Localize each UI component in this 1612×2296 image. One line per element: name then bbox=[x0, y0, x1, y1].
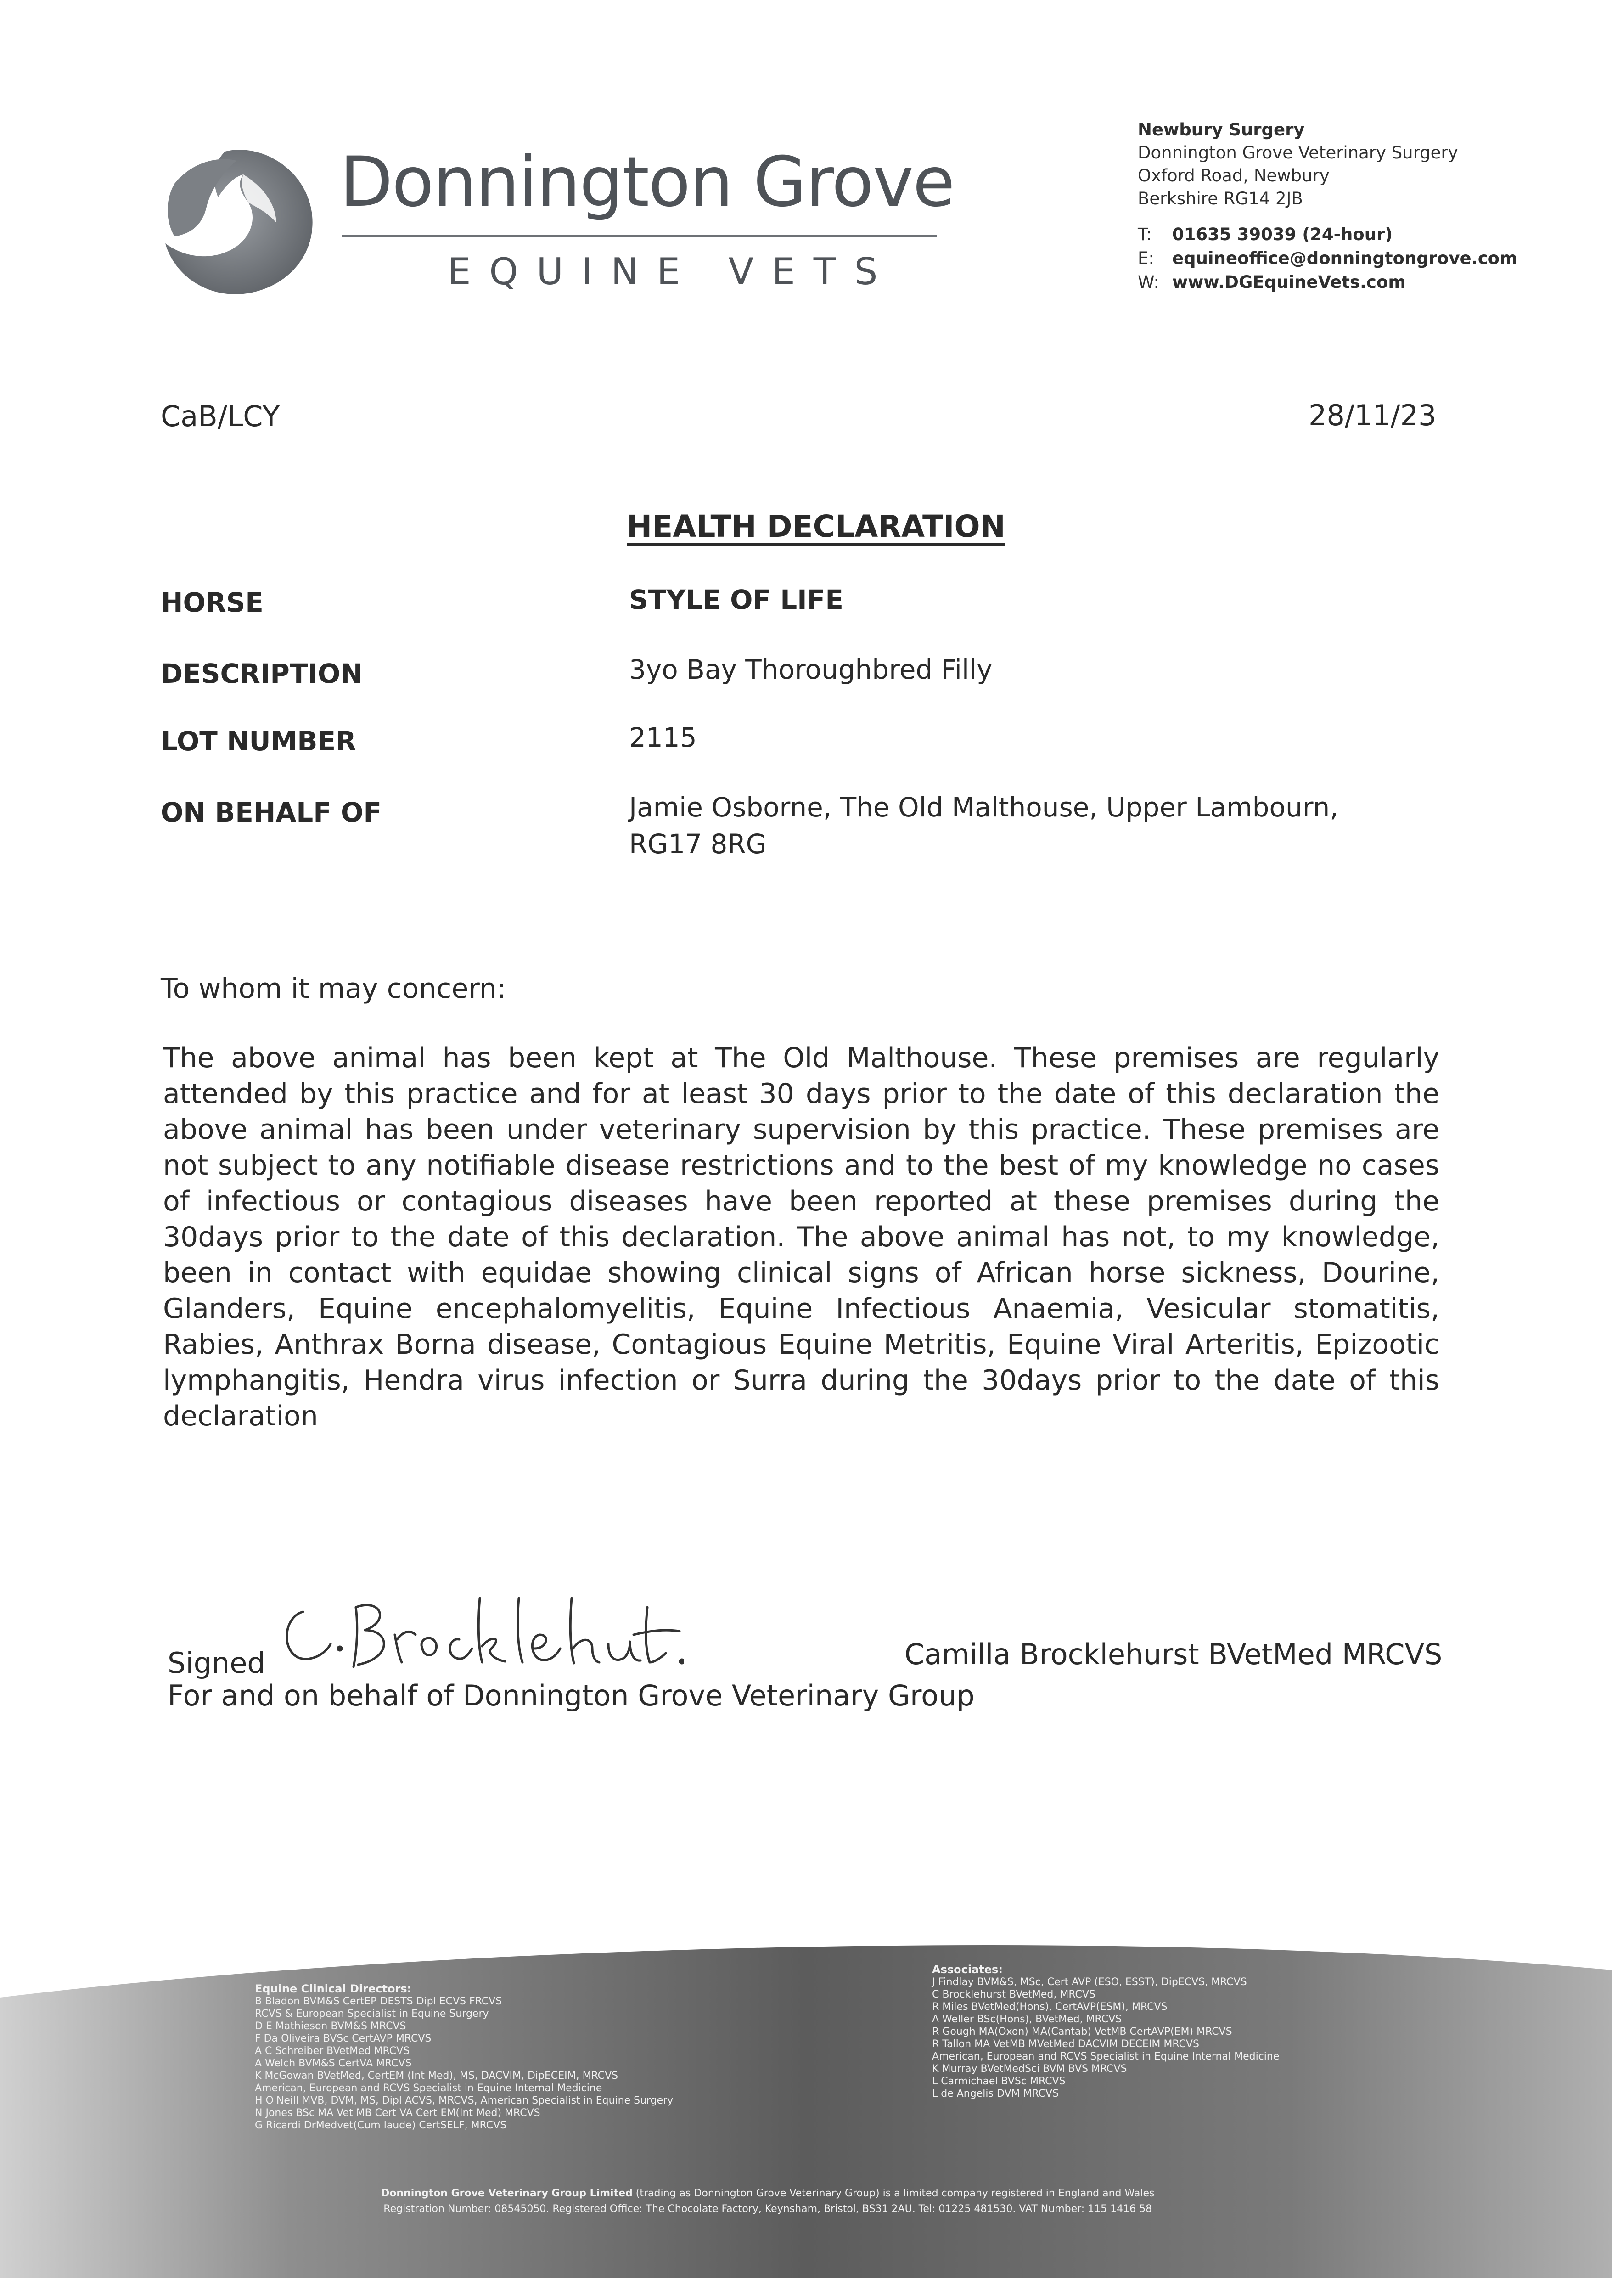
footer-band bbox=[0, 1906, 1612, 2296]
associate-item: R Miles BVetMed(Hons), CertAVP(ESM), MRCVS bbox=[932, 2001, 1168, 2013]
practice-address bbox=[1138, 118, 1458, 210]
field-value-on-behalf-of bbox=[629, 789, 1338, 862]
address-line-2: Oxford Road, Newbury bbox=[1138, 166, 1330, 186]
associates-list bbox=[932, 1964, 1279, 2100]
phone-key: T: bbox=[1138, 225, 1152, 244]
practice-contacts bbox=[1138, 223, 1517, 294]
associate-item: C Brocklehurst BVetMed, MRCVS bbox=[932, 1989, 1095, 2000]
phone-value: 01635 39039 (24-hour) bbox=[1172, 225, 1393, 244]
signed-on-behalf: For and on behalf of Donnington Grove Veterinary Group bbox=[168, 1679, 975, 1712]
salutation: To whom it may concern: bbox=[161, 973, 506, 1005]
horse-head-logo-icon bbox=[156, 142, 321, 298]
director-item: F Da Oliveira BVSc CertAVP MRCVS bbox=[255, 2033, 432, 2044]
letter-reference: CaB/LCY bbox=[161, 400, 280, 433]
director-item: K McGowan BVetMed, CertEM (Int Med), MS, DACVIM, DipECEIM, MRCVS bbox=[255, 2070, 618, 2082]
associate-item: R Gough MA(Oxon) MA(Cantab) VetMB CertAVP(EM) MRCVS bbox=[932, 2026, 1232, 2037]
website-key: W: bbox=[1138, 272, 1159, 292]
associate-item: J Findlay BVM&S, MSc, Cert AVP (ESO, ESST), DipECVS, MRCVS bbox=[932, 1976, 1247, 1988]
field-label-on-behalf-of: ON BEHALF OF bbox=[161, 797, 382, 828]
company-line-1: (trading as Donnington Grove Veterinary Group) is a limited company registered in England and Wales bbox=[635, 2188, 1155, 2199]
signed-label: Signed bbox=[168, 1646, 265, 1680]
phone-row bbox=[1138, 223, 1517, 247]
brand-subtitle: EQUINE VETS bbox=[448, 250, 896, 293]
website-row bbox=[1138, 270, 1517, 294]
director-item: RCVS & European Specialist in Equine Surgery bbox=[255, 2008, 489, 2020]
footer-background bbox=[0, 1906, 1612, 2296]
directors-list bbox=[255, 1983, 673, 2132]
surgery-name: Newbury Surgery bbox=[1138, 120, 1305, 140]
document-title: HEALTH DECLARATION bbox=[627, 509, 1005, 544]
address-line-1: Donnington Grove Veterinary Surgery bbox=[1138, 143, 1458, 163]
field-label-horse: HORSE bbox=[161, 587, 264, 618]
company-registration bbox=[381, 2186, 1154, 2217]
field-value-lot-number: 2115 bbox=[629, 722, 697, 753]
brand-name: Donnington Grove bbox=[340, 142, 955, 222]
directors-heading: Equine Clinical Directors: bbox=[255, 1982, 412, 1995]
website-value: www.DGEquineVets.com bbox=[1172, 272, 1406, 292]
letter-date: 28/11/23 bbox=[1309, 399, 1437, 432]
email-key: E: bbox=[1138, 248, 1154, 268]
on-behalf-line-1: Jamie Osborne, The Old Malthouse, Upper Lambourn, bbox=[629, 792, 1338, 823]
director-item: A Welch BVM&S CertVA MRCVS bbox=[255, 2058, 412, 2069]
associate-item: American, European and RCVS Specialist in Equine Internal Medicine bbox=[932, 2051, 1280, 2062]
director-item: H O'Neill MVB, DVM, MS, Dipl ACVS, MRCVS, American Specialist in Equine Surgery bbox=[255, 2095, 674, 2106]
on-behalf-line-2: RG17 8RG bbox=[629, 828, 767, 860]
declaration-body: The above animal has been kept at The Old Malthouse. These premises are regularly attended by this practice and for at least 30 days prior to the date of this declaration the above animal has been under veterinary supervision by this practice. These premises are not subject to any notifiable disease restrictions and to the best of my knowledge no cases of infectious or contagious diseases have been reported at these premises during the 30days prior to the date of this declaration. The above animal has not, to my knowledge, been in contact with equidae showing clinical signs of African horse sickness, Dourine, Glanders, Equine encephalomyelitis, Equine Infectious Anaemia, Vesicular stomatitis, Rabies, Anthrax Borna disease, Contagious Equine Metritis, Equine Viral Arteritis, Epizootic lymphangitis, Hendra virus infection or Surra during the 30days prior to the date of this declaration bbox=[163, 1042, 1439, 1432]
field-label-lot-number: LOT NUMBER bbox=[161, 726, 356, 757]
director-item: A C Schreiber BVetMed MRCVS bbox=[255, 2045, 410, 2057]
associate-item: A Weller BSc(Hons), BVetMed, MRCVS bbox=[932, 2014, 1122, 2025]
field-value-horse: STYLE OF LIFE bbox=[629, 584, 844, 615]
field-value-description: 3yo Bay Thoroughbred Filly bbox=[629, 654, 993, 685]
director-item: G Ricardi DrMedvet(Cum laude) CertSELF, MRCVS bbox=[255, 2120, 507, 2131]
email-value: equineoffice@donningtongrove.com bbox=[1172, 248, 1517, 268]
company-name: Donnington Grove Veterinary Group Limited bbox=[381, 2188, 633, 2199]
director-item: N Jones BSc MA Vet MB Cert VA Cert EM(Int Med) MRCVS bbox=[255, 2107, 540, 2119]
company-line-2: Registration Number: 08545050. Registered Office: The Chocolate Factory, Keynsham, Bristol, BS31 2AU. Tel: 01225 481530. VAT Number: 115 1416 58 bbox=[383, 2203, 1152, 2215]
director-item: B Bladon BVM&S CertEP DESTS Dipl ECVS FRCVS bbox=[255, 1996, 502, 2007]
director-item: American, European and RCVS Specialist in Equine Internal Medicine bbox=[255, 2082, 602, 2094]
email-row bbox=[1138, 247, 1517, 270]
field-label-description: DESCRIPTION bbox=[161, 658, 363, 689]
associate-item: L Carmichael BVSc MRCVS bbox=[932, 2076, 1066, 2087]
associate-item: L de Angelis DVM MRCVS bbox=[932, 2088, 1059, 2099]
brand-divider bbox=[342, 235, 937, 237]
director-item: D E Mathieson BVM&S MRCVS bbox=[255, 2020, 406, 2032]
associates-heading: Associates: bbox=[932, 1963, 1003, 1976]
associate-item: K Murray BVetMedSci BVM BVS MRCVS bbox=[932, 2063, 1127, 2075]
address-line-3: Berkshire RG14 2JB bbox=[1138, 189, 1303, 208]
associate-item: R Tallon MA VetMB MVetMed DACVIM DECEIM MRCVS bbox=[932, 2038, 1199, 2050]
signer-name: Camilla Brocklehurst BVetMed MRCVS bbox=[904, 1638, 1443, 1671]
